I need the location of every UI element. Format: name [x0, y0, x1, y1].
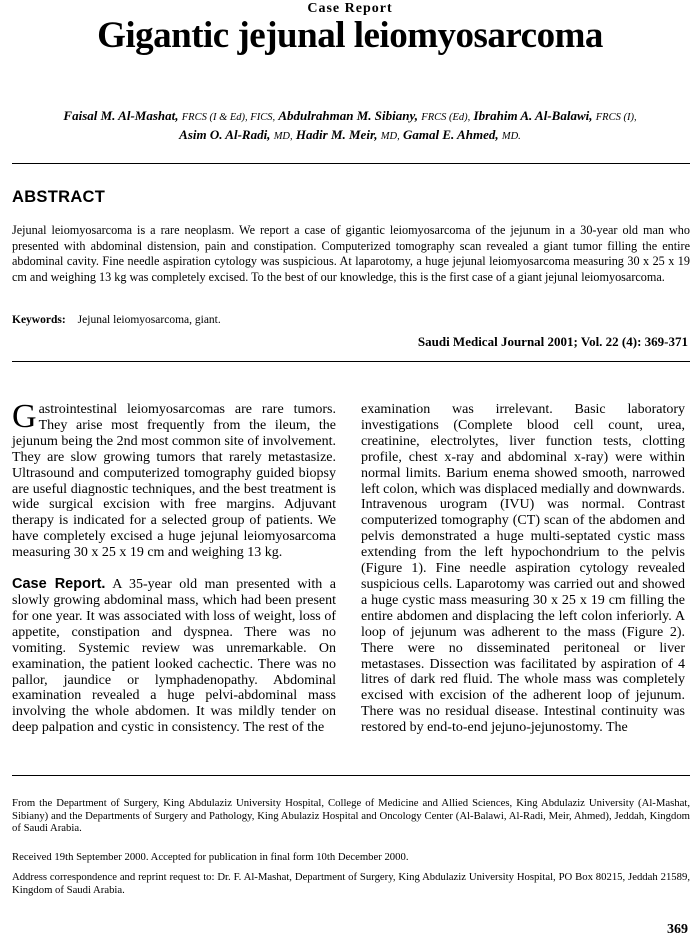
- received-note: Received 19th September 2000. Accepted for publication in final form 10th December 2000.: [12, 851, 409, 863]
- article-title: Gigantic jejunal leiomyosarcoma: [97, 15, 603, 56]
- drop-cap: G: [12, 398, 37, 435]
- affiliation-note: From the Department of Surgery, King Abdulaziz University Hospital, College of Medicine and Allied Sciences, King Abdulaziz University (Al-Mashat, Sibiany) and the Departments of Surgery and Pathology, King Abulaziz Hospital and Oncology Center (Al-Balawi, Al-Radi, Meir, Ahmed), Jeddah, Kingdom of Saudi Arabia.: [12, 797, 690, 834]
- correspondence-note: Address correspondence and reprint request to: Dr. F. Al-Mashat, Department of Surgery, King Abdulaziz University Hospital, PO Box 80215, Jeddah 21589, Kingdom of Saudi Arabia.: [12, 871, 690, 896]
- body-column-left: [12, 398, 337, 736]
- divider: [12, 775, 690, 776]
- author-list: [20, 107, 680, 145]
- case-report-paragraph: Case Report. A 35-year old man presented with a slowly growing abdominal mass, which had been present for one year. It was associated with loss of weight, loss of appetite, constipation and dyspnea. There was no vomiting. Systemic review was unremarkable. On examination, the patient looked cachectic. There was no pallor, jaundice or lymphadenopathy. Abdominal examination revealed a huge pelvi-abdominal mass involving the whole abdomen. It was mildly tender on deep palpation and cystic in consistency. The rest of the: [12, 576, 337, 736]
- keywords: [12, 314, 690, 326]
- author: Abdulrahman M. Sibiany, FRCS (Ed),: [278, 108, 471, 123]
- article-type: Case Report: [307, 1, 393, 16]
- body-column-right: [361, 402, 685, 736]
- intro-paragraph: Gastrointestinal leiomyosarcomas are rare tumors. They arise most frequently from the ileum, the jejunum being the 2nd most common site of involvement. They are slow growing tumors that rarely metastasize. Ultrasound and computerized tomography guided biopsy are useful diagnostic techniques, and the best treatment is wide surgical excision with free margins. Adjuvant therapy is indicated for a selected group of patients. We have completely excised a huge jejunal leiomyosarcoma measuring 30 x 25 x 19 cm and weighing 13 kg.: [12, 398, 336, 561]
- author: Hadir M. Meir, MD,: [295, 127, 400, 142]
- page-number: 369: [667, 922, 688, 937]
- author: Ibrahim A. Al-Balawi, FRCS (I),: [473, 108, 637, 123]
- author: Gamal E. Ahmed, MD.: [403, 127, 521, 142]
- author: Faisal M. Al-Mashat, FRCS (I & Ed), FICS,: [63, 108, 276, 123]
- abstract-heading: ABSTRACT: [12, 188, 106, 206]
- keywords-label: Keywords:: [12, 314, 66, 326]
- journal-citation: Saudi Medical Journal 2001; Vol. 22 (4): 369-371: [417, 334, 688, 349]
- author: Asim O. Al-Radi, MD,: [179, 127, 293, 142]
- divider: [12, 361, 690, 362]
- keywords-value: Jejunal leiomyosarcoma, giant.: [77, 314, 221, 326]
- divider: [12, 163, 690, 164]
- abstract-text: Jejunal leiomyosarcoma is a rare neoplasm. We report a case of gigantic leiomyosarcoma of the jejunum in a 30-year old man who presented with abdominal distension, pain and constipation. Computerized tomography scan revealed a giant tumor filling the entire abdominal cavity. Fine needle aspiration cytology was suspicious. At laparotomy, a huge jejunal leiomyosarcoma measuring 30 x 25 x 19 cm and weighing 13 kg was completely excised. To the best of our knowledge, this is the first case of a giant jejunal leiomyosarcoma.: [12, 223, 690, 284]
- body-paragraph: examination was irrelevant. Basic laboratory investigations (Complete blood cell count, urea, creatinine, electrolytes, liver function tests, clotting profile, chest x-ray and abdominal x-ray) were within normal limits. Barium enema showed smooth, narrowed left colon, which was displaced medially and downwards. Intravenous urogram (IVU) was normal. Contrast computerized tomography (CT) scan of the abdomen and pelvis demonstrated a huge multi-septated cystic mass extending from the left hypochondrium to the pelvis (Figure 1). Fine needle aspiration cytology revealed suspicious cells. Laparotomy was carried out and showed a huge cystic mass measuring 30 x 25 x 19 cm filling the entire abdomen and displacing the left colon inferiorly. A loop of jejunum was adherent to the mass (Figure 2). There were no disseminated peritoneal or liver metastases. Dissection was facilitated by aspiration of 4 litres of dark red fluid. The whole mass was completely excised with excision of the adherent loop of jejunum. There was no residual disease. Intestinal continuity was restored by end-to-end jejuno-jejunostomy. The: [361, 402, 685, 736]
- case-report-heading: Case Report.: [12, 576, 106, 593]
